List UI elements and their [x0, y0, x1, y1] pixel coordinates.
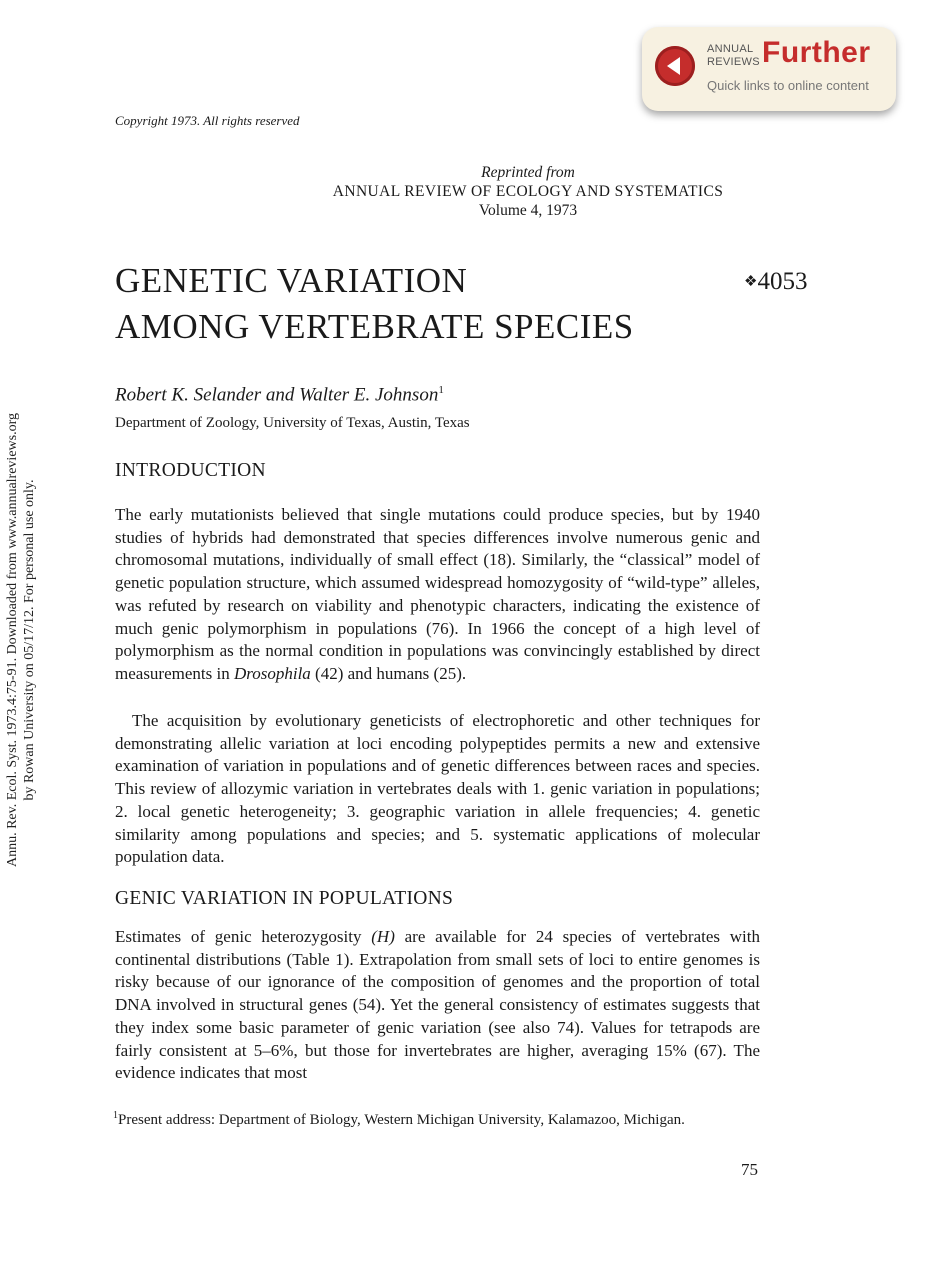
download-stamp-line1: Annu. Rev. Ecol. Syst. 1973.4:75-91. Downloaded from www.annualreviews.org [5, 412, 20, 868]
footnote [113, 1105, 760, 1131]
genic-p1-text-b: are available for 24 species of vertebrates with continental distributions (Table 1). Extrapolation from small sets of loci to entire genomes is risky because of our ignorance of the composition of genomes and the proportion of total DNA involved in structural genes (54). Yet the general consistency of estimates suggests that they index some basic parameter of genic variation (see also 74). Values for tetrapods are fairly consistent at 5–6%, but those for invertebrates are higher, averaging 15% (67). The evidence indicates that most [115, 927, 760, 1083]
intro-paragraph-2: The acquisition by evolutionary geneticists of electrophoretic and other techniques for demonstrating allelic variation at loci encoding polypeptides permits a new and extensive examination of variation in populations and of genetic differences between races and species. This review of allozymic variation in vertebrates deals with 1. genic variation in populations; 2. local genetic heterogeneity; 3. geographic variation in allele frequencies; 4. genetic similarity among populations and species; and 5. systematic applications of molecular population data. [115, 711, 760, 867]
page-number: 75 [741, 1160, 758, 1179]
diamond-icon: ❖ [744, 274, 758, 290]
intro-p1-italic: Drosophila [233, 663, 311, 683]
footnote-mark: 1 [113, 1110, 118, 1121]
title-line-2: AMONG VERTEBRATE SPECIES [115, 307, 634, 346]
affiliation: Department of Zoology, University of Texas, Austin, Texas [115, 415, 470, 431]
genic-paragraph-1 [115, 926, 760, 1085]
author-names: Robert K. Selander and Walter E. Johnson [115, 384, 439, 406]
heading-introduction: INTRODUCTION [115, 460, 266, 481]
footnote-text: Present address: Department of Biology, Western Michigan University, Kalamazoo, Michigan. [118, 1112, 685, 1128]
author-footnote-mark: 1 [438, 384, 444, 396]
article-code [744, 268, 807, 296]
left-triangle-icon [655, 46, 695, 86]
heading-genic-variation: GENIC VARIATION IN POPULATIONS [115, 888, 454, 909]
intro-p1-text-a: The early mutationists believed that single mutations could produce species, but by 1940 studies of hybrids had demonstrated that species differences involve numerous genic and chromosomal mutations, individually of small effect (18). Similarly, the “classical” model of genetic population structure, which assumed widespread homozygosity of “wild-type” alleles, was refuted by research on viability and phenotypic characters, indicating the existence of much genic polymorphism in populations (76). In 1966 the concept of a high level of polymorphism as the normal condition in populations was convincingly established by direct measurements in [115, 505, 760, 683]
volume-info: Volume 4, 1973 [478, 202, 578, 219]
download-stamp-line2: by Rowan University on 05/17/12. For personal use only. [22, 479, 37, 801]
genic-p1-text-a: Estimates of genic heterozygosity [115, 927, 372, 946]
play-icon [655, 46, 695, 86]
intro-paragraph-1 [115, 504, 760, 686]
copyright-notice: Copyright 1973. All rights reserved [115, 113, 300, 128]
badge-annual-label: ANNUAL [707, 43, 754, 55]
intro-p1-text-b: (42) and humans (25). [310, 663, 467, 683]
badge-further-label: Further [762, 36, 871, 69]
annual-reviews-further-badge[interactable] [642, 27, 896, 111]
badge-quick-links-label: Quick links to online content [707, 78, 869, 93]
badge-reviews-label: REVIEWS [707, 56, 760, 68]
title-line-1: GENETIC VARIATION [115, 261, 468, 300]
article-title [115, 258, 634, 350]
article-code-number: 4053 [757, 268, 808, 295]
journal-name: ANNUAL REVIEW OF ECOLOGY AND SYSTEMATICS [332, 183, 724, 200]
genic-p1-italic: (H) [371, 927, 395, 946]
reprint-info [296, 163, 760, 220]
reprinted-from: Reprinted from [481, 164, 575, 181]
authors [115, 384, 444, 406]
download-stamp [4, 413, 38, 867]
